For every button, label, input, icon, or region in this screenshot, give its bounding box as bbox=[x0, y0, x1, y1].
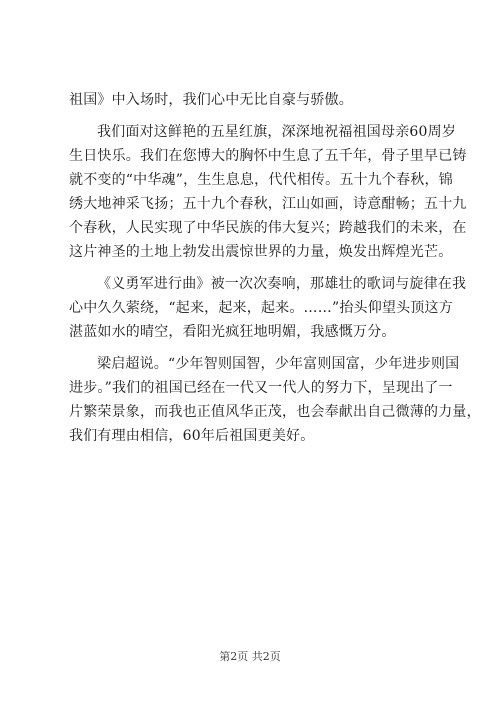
paragraph-4-line-2: 进步。”我们的祖国已经在一代又一代人的努力下，呈现出了一 bbox=[69, 380, 453, 396]
paragraph-2-line-5: 个春秋，人民实现了中华民族的伟大复兴；跨越我们的未来，在 bbox=[69, 220, 467, 236]
paragraph-2-line-4: 绣大地神采飞扬；五十九个春秋，江山如画，诗意酣畅；五十九 bbox=[69, 196, 467, 212]
paragraph-3-line-2: 心中久久萦绕，“起来，起来，起来。……”抬头仰望头顶这方 bbox=[69, 300, 453, 316]
paragraph-2-line-3: 就不变的“中华魂”，生生息息，代代相传。五十九个春秋，锦 bbox=[69, 172, 453, 188]
paragraph-4-line-1: 梁启超说。“少年智则国智，少年富则国富，少年进步则国 bbox=[97, 356, 460, 372]
paragraph-1-line-1: 祖国》中入场时，我们心中无比自豪与骄傲。 bbox=[69, 92, 353, 108]
paragraph-3-line-1: 《义勇军进行曲》被一次次奏响，那雄壮的歌词与旋律在我 bbox=[97, 276, 467, 292]
paragraph-4-line-4: 我们有理由相信，60年后祖国更美好。 bbox=[69, 428, 315, 444]
paragraph-2-line-6: 这片神圣的土地上勃发出震惊世界的力量，焕发出辉煌光芒。 bbox=[69, 244, 453, 260]
paragraph-2-line-2: 生日快乐。我们在您博大的胸怀中生息了五千年，骨子里早已铸 bbox=[69, 148, 467, 164]
paragraph-2-line-1: 我们面对这鲜艳的五星红旗，深深地祝福祖国母亲60周岁 bbox=[97, 124, 457, 140]
page-footer: 第2页 共2页 bbox=[219, 650, 281, 663]
paragraph-3-line-3: 湛蓝如水的晴空，看阳光疯狂地明媚，我感慨万分。 bbox=[69, 324, 396, 340]
paragraph-4-line-3: 片繁荣景象，而我也正值风华正茂，也会奉献出自己微薄的力量， bbox=[69, 404, 481, 420]
